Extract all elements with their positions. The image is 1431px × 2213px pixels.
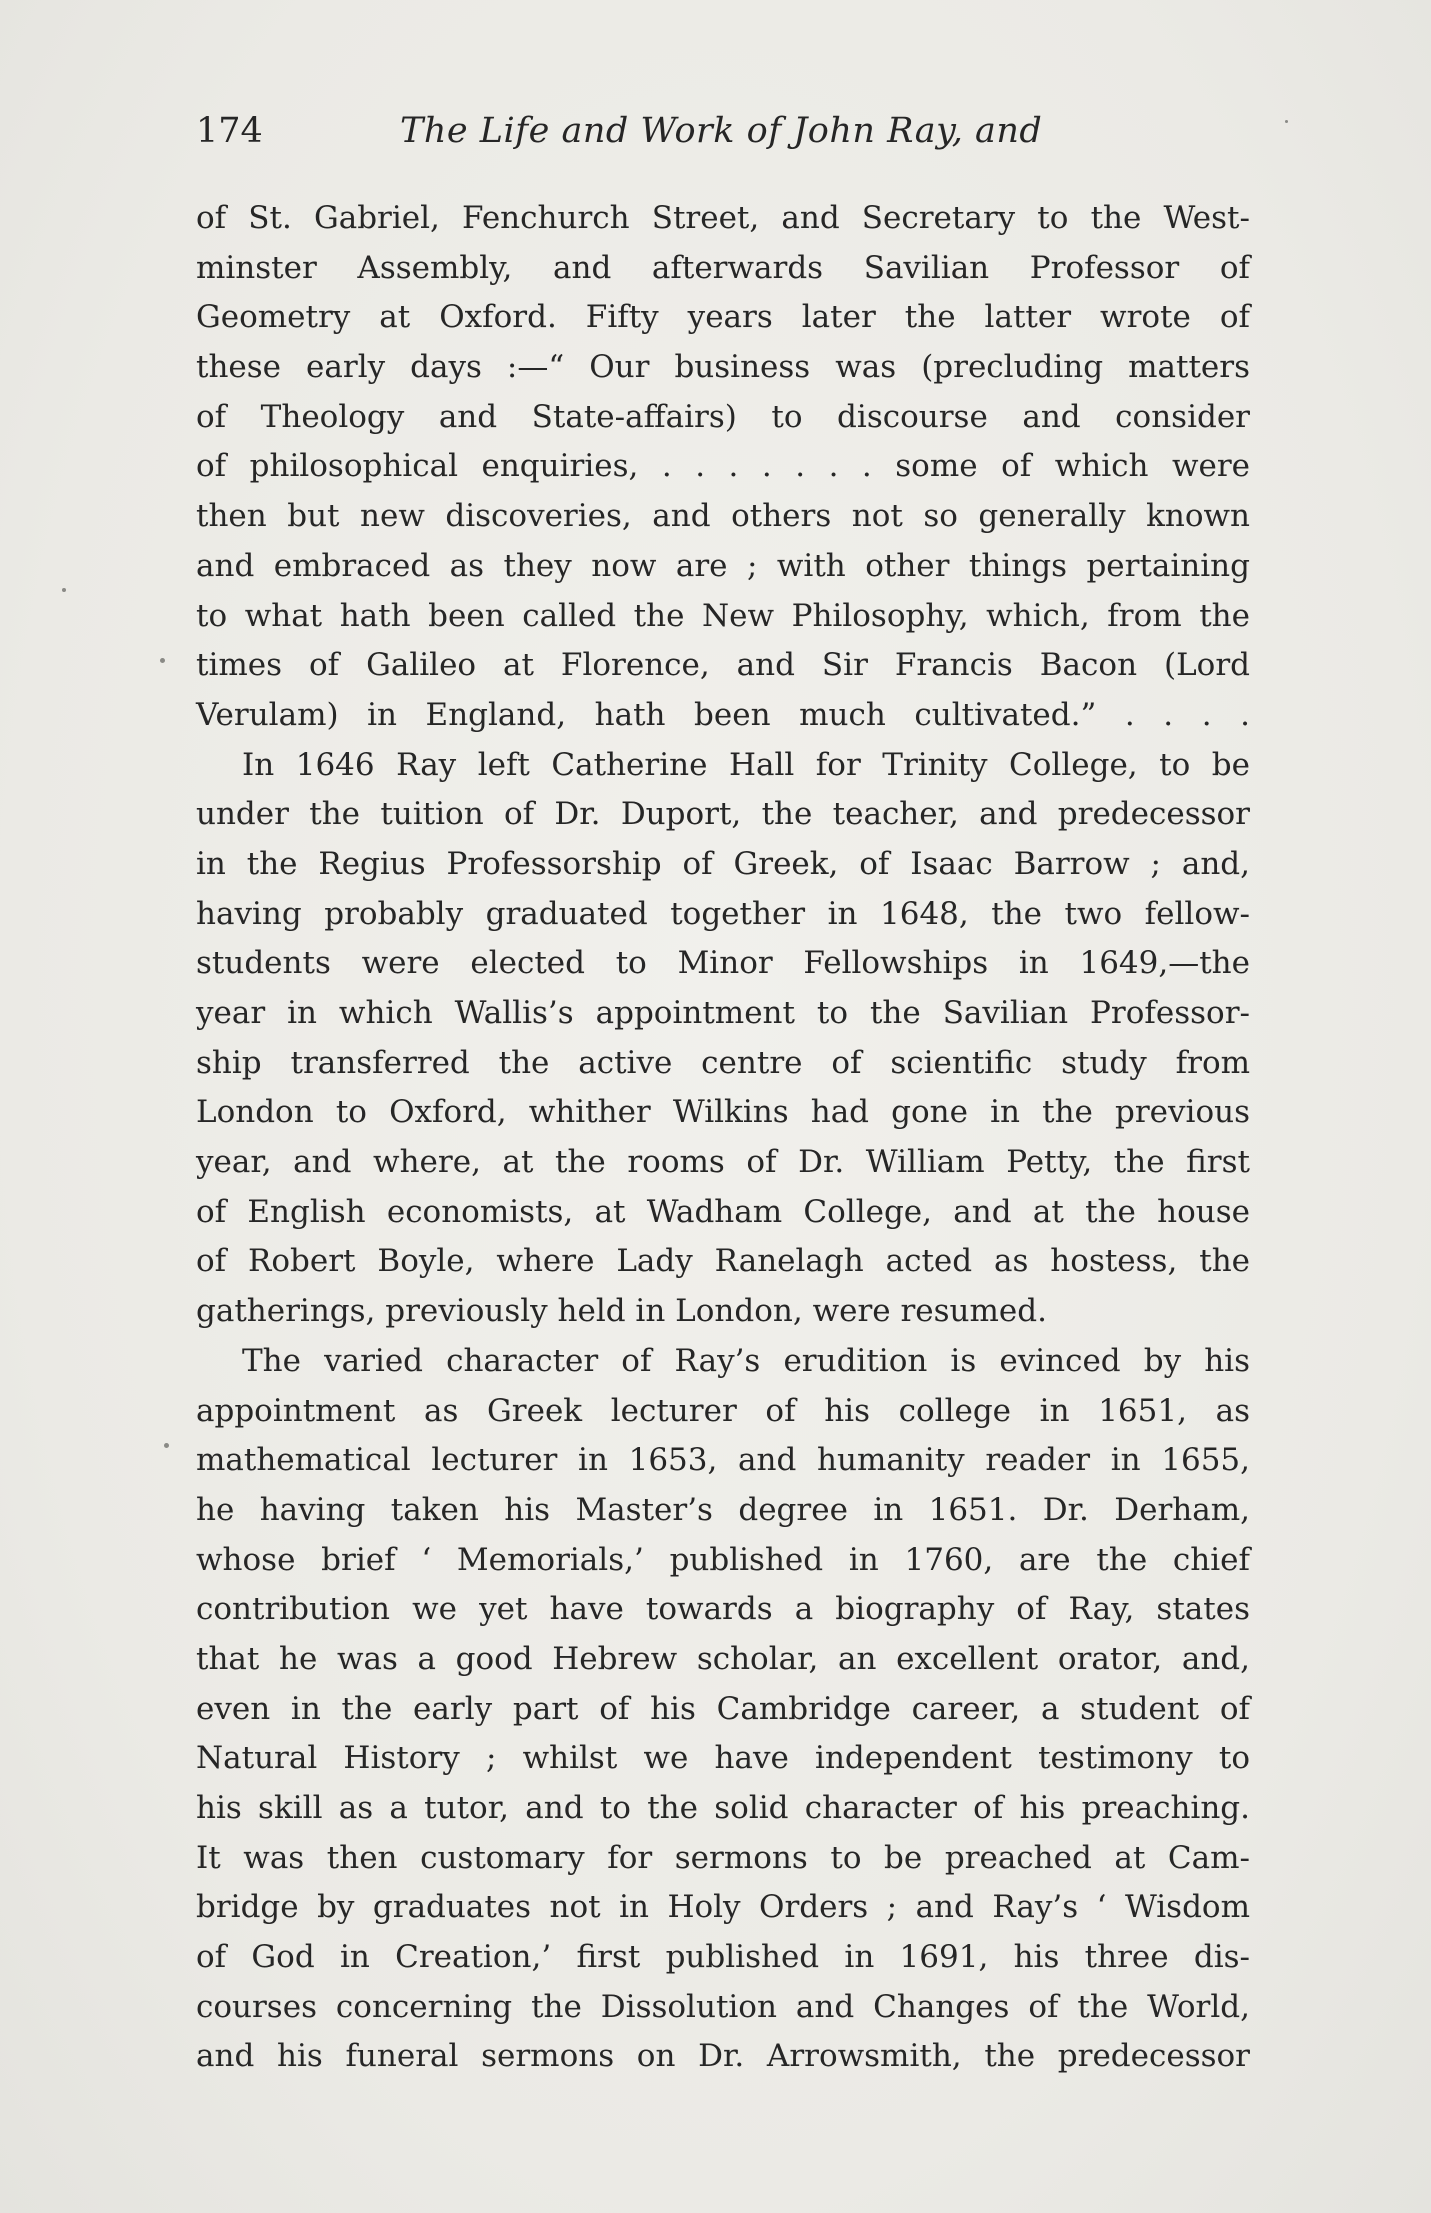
text-line: and embraced as they now are ; with other things pertaining bbox=[196, 547, 1250, 584]
text-line: year, and where, at the rooms of Dr. William Petty, the first bbox=[196, 1144, 1250, 1181]
text-line: times of Galileo at Florence, and Sir Francis Bacon (Lord bbox=[196, 647, 1250, 684]
text-line: in the Regius Professorship of Greek, of Isaac Barrow ; and, bbox=[196, 845, 1250, 882]
text-line: Natural History ; whilst we have independent testimony to bbox=[196, 1740, 1250, 1777]
text-line: of Robert Boyle, where Lady Ranelagh acted as hostess, the bbox=[196, 1243, 1250, 1280]
paper-speck bbox=[164, 1443, 169, 1448]
text-line: courses concerning the Dissolution and Changes of the World, bbox=[196, 1988, 1250, 2025]
text-line: contribution we yet have towards a biography of Ray, states bbox=[196, 1591, 1250, 1628]
text-line: appointment as Greek lecturer of his college in 1651, as bbox=[196, 1392, 1250, 1429]
text-line: his skill as a tutor, and to the solid character of his preaching. bbox=[196, 1790, 1250, 1826]
paragraph-end-line: gatherings, previously held in London, were resumed. bbox=[196, 1293, 1047, 1330]
text-line: students were elected to Minor Fellowships in 1649,—the bbox=[196, 945, 1250, 982]
text-line: year in which Wallis’s appointment to the Savilian Professor- bbox=[196, 995, 1250, 1031]
text-line: ship transferred the active centre of scientific study from bbox=[196, 1044, 1250, 1081]
text-line: bridge by graduates not in Holy Orders ; and Ray’s ‘ Wisdom bbox=[196, 1889, 1250, 1926]
text-line: even in the early part of his Cambridge career, a student of bbox=[196, 1690, 1250, 1727]
text-line: whose brief ‘ Memorials,’ published in 1760, are the chief bbox=[196, 1541, 1250, 1578]
text-line: under the tuition of Dr. Duport, the teacher, and predecessor bbox=[196, 796, 1250, 833]
paper-speck bbox=[160, 658, 165, 663]
paper-speck bbox=[62, 588, 66, 592]
page-header bbox=[196, 106, 1276, 166]
paragraph-start-line: The varied character of Ray’s erudition is evinced by his bbox=[242, 1342, 1250, 1379]
text-line: these early days :—“ Our business was (precluding matters bbox=[196, 349, 1250, 386]
text-line: then but new discoveries, and others not so generally known bbox=[196, 498, 1250, 535]
text-line: It was then customary for sermons to be preached at Cam- bbox=[196, 1839, 1250, 1876]
text-line: to what hath been called the New Philosophy, which, from the bbox=[196, 597, 1250, 634]
text-line: he having taken his Master’s degree in 1651. Dr. Derham, bbox=[196, 1491, 1250, 1528]
text-line: Verulam) in England, hath been much cultivated.” . . . . bbox=[196, 696, 1250, 733]
text-line: mathematical lecturer in 1653, and humanity reader in 1655, bbox=[196, 1442, 1250, 1479]
text-line: of Theology and State-affairs) to discourse and consider bbox=[196, 398, 1250, 435]
paragraph-start-line: In 1646 Ray left Catherine Hall for Trinity College, to be bbox=[242, 746, 1250, 783]
text-line: Geometry at Oxford. Fifty years later the latter wrote of bbox=[196, 299, 1250, 336]
text-line: having probably graduated together in 1648, the two fellow- bbox=[196, 895, 1250, 932]
text-line: of English economists, at Wadham College, and at the house bbox=[196, 1193, 1250, 1230]
body-text bbox=[196, 194, 1250, 2082]
text-line: of St. Gabriel, Fenchurch Street, and Secretary to the West- bbox=[196, 200, 1250, 236]
text-line: London to Oxford, whither Wilkins had gone in the previous bbox=[196, 1094, 1250, 1131]
text-line: and his funeral sermons on Dr. Arrowsmith, the predecessor bbox=[196, 2038, 1250, 2075]
page-number: 174 bbox=[196, 111, 263, 151]
text-line: of philosophical enquiries, . . . . . . . some of which were bbox=[196, 448, 1250, 485]
text-line: of God in Creation,’ first published in 1691, his three dis- bbox=[196, 1939, 1250, 1976]
paper-speck bbox=[1285, 120, 1288, 123]
text-line: minster Assembly, and afterwards Savilian Professor of bbox=[196, 249, 1250, 286]
text-line: that he was a good Hebrew scholar, an excellent orator, and, bbox=[196, 1640, 1250, 1677]
running-title: The Life and Work of John Ray, and bbox=[400, 111, 1043, 151]
